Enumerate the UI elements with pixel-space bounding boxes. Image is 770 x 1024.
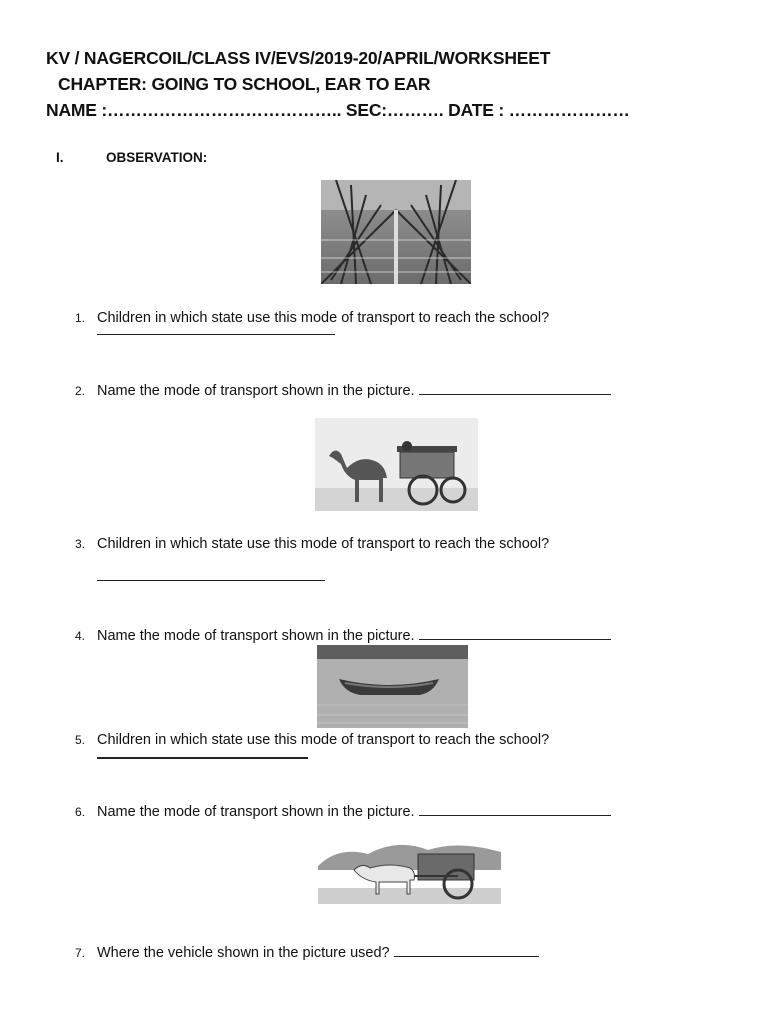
question-6 <box>75 801 611 820</box>
answer-line-1[interactable] <box>97 334 335 335</box>
question-text: Children in which state use this mode of transport to reach the school? <box>97 310 550 326</box>
answer-line-6[interactable] <box>419 801 611 816</box>
worksheet-title: KV / NAGERCOIL/CLASS IV/EVS/2019-20/APRIL/WORKSHEET <box>46 48 551 68</box>
name-sec-date-line: NAME :………………………………….. SEC:………. DATE : ………………… <box>46 100 630 120</box>
answer-line-4[interactable] <box>419 625 611 640</box>
question-number: 6. <box>75 805 86 819</box>
section-title: OBSERVATION: <box>106 150 208 165</box>
question-text: Children in which state use this mode of transport to reach the school? <box>97 732 550 748</box>
question-4 <box>75 625 611 644</box>
question-1 <box>75 310 549 326</box>
bullock-cart-picture <box>318 836 501 904</box>
question-text: Children in which state use this mode of transport to reach the school? <box>97 536 550 552</box>
section-numeral: I. <box>56 150 64 165</box>
camel-cart-picture <box>315 418 478 511</box>
question-text: Name the mode of transport shown in the picture. <box>97 383 415 399</box>
question-number: 1. <box>75 311 86 325</box>
question-number: 2. <box>75 384 86 398</box>
question-2 <box>75 380 611 399</box>
answer-line-2[interactable] <box>419 380 611 395</box>
boat-picture <box>317 645 468 728</box>
bamboo-bridge-picture <box>321 180 471 284</box>
answer-line-7[interactable] <box>394 942 539 957</box>
question-number: 7. <box>75 946 86 960</box>
question-text: Where the vehicle shown in the picture used? <box>97 945 390 961</box>
question-number: 3. <box>75 537 86 551</box>
question-7 <box>75 942 539 961</box>
chapter-title: CHAPTER: GOING TO SCHOOL, EAR TO EAR <box>58 74 431 94</box>
question-number: 4. <box>75 629 86 643</box>
question-number: 5. <box>75 733 86 747</box>
question-text: Name the mode of transport shown in the picture. <box>97 804 415 820</box>
question-text: Name the mode of transport shown in the picture. <box>97 628 415 644</box>
answer-line-3[interactable] <box>97 580 325 581</box>
question-5 <box>75 732 549 748</box>
answer-line-5[interactable] <box>97 757 308 759</box>
question-3 <box>75 536 549 552</box>
